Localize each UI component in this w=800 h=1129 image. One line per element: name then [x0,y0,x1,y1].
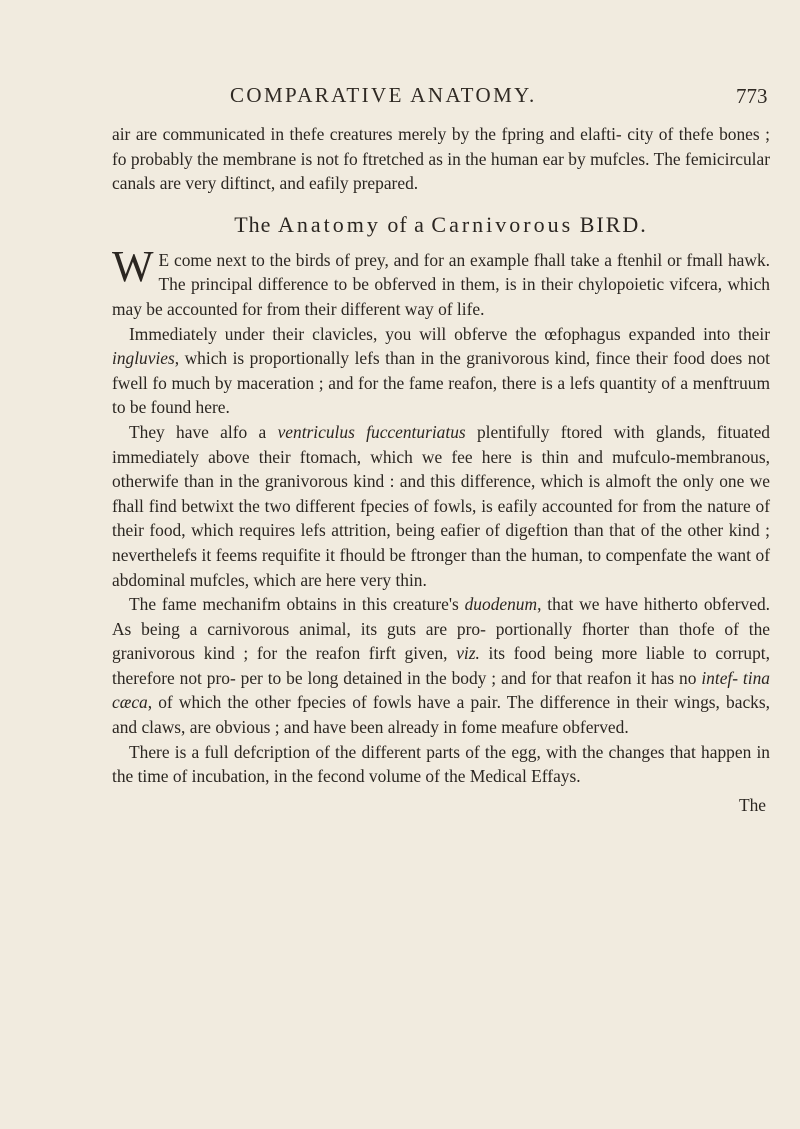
catchword: The [738,794,766,815]
paragraph-continued: air are communicated in thefe creatures merely by the fpring and elafti- city of thefe bones ; fo probably the membrane is not fo ftretched as in the human ear by mufcles. The femicircular canals are very diftinct, and eafily prepared. [112,124,770,194]
paragraph-3-text-b: plentifully ftored with glands, fituated immediately above their ftomach, which we fee here is thin and mufculo-membranous, otherwife than in the granivorous kind : and this difference, which is almoft the only one we fhall find betwixt the two different fpecies of fowls, is eafily accounted for from the nature of their food, which requires lefs attrition, being eafier of digeftion than that of the other kind ; neverthelefs it feems requifite it fhould be ftronger than the human, to compenfate the want of abdominal mufcles, which are here very thin. [112,421,770,590]
paragraph-3-text-a: They have alfo a [129,421,278,442]
paragraph-5: There is a full defcription of the different parts of the egg, with the changes that happen in the time of incubation, in the fecond volume of the Medical Effays. [112,741,770,787]
paragraph-1 [112,241,770,322]
term-viz: viz. [456,643,480,664]
paragraph-2 [112,322,770,420]
body-text [112,122,770,817]
drop-cap: W [112,241,154,291]
paragraph-4-text-c: its food being more liable to corrupt, therefore not pro- per to be long detained in the body ; and for that reafon it has no [112,643,770,688]
paragraph-4-text-d: , of which the other fpecies of fowls have a pair. The difference in their wings, backs, and claws, are obvious ; and have been already in fome meafure obferved. [112,692,770,738]
term-ventriculus: ventriculus fuccenturiatus [277,421,466,442]
section-heading [112,210,770,240]
running-head: COMPARATIVE ANATOMY. [230,83,537,107]
term-duodenum: duodenum [464,594,538,615]
heading-bird: BIRD. [579,211,648,237]
heading-the: The [234,211,278,237]
paragraph-4-text-a: The fame mechanifm obtains in this creature's [129,594,465,615]
paragraph-2-text-b: , which is proportionally lefs than in the granivorous kind, fince their food does not fwell fo much by maceration ; and for the fame reafon, there is a lefs quantity of a menftruum to be found here. [112,348,770,418]
paragraph-1-text: E come next to the birds of prey, and for an example fhall take a ftenhil or fmall hawk. The principal difference to be obferved in them, is in their chylopoietic vifcera, which may be accounted for from their different way of life. [112,249,770,319]
paragraph-4-text-b: , that we have hitherto obferved. As being a carnivorous animal, its guts are pro- portionally fhorter than thofe of the granivorous kind ; for the reafon firft given, [112,594,770,664]
term-ingluvies: ingluvies [112,348,175,369]
heading-anatomy: Anatomy [277,211,381,237]
heading-carnivorous: Carnivorous [431,211,574,237]
paragraph-2-text-a: Immediately under their clavicles, you will obferve the œfophagus expanded into their [129,323,770,344]
page-number: 773 [736,84,768,108]
paragraph-3 [112,420,770,592]
paragraph-4 [112,592,770,740]
term-intestina-caeca: intef- tina cæca [112,667,770,713]
heading-of-a: of a [380,211,432,237]
